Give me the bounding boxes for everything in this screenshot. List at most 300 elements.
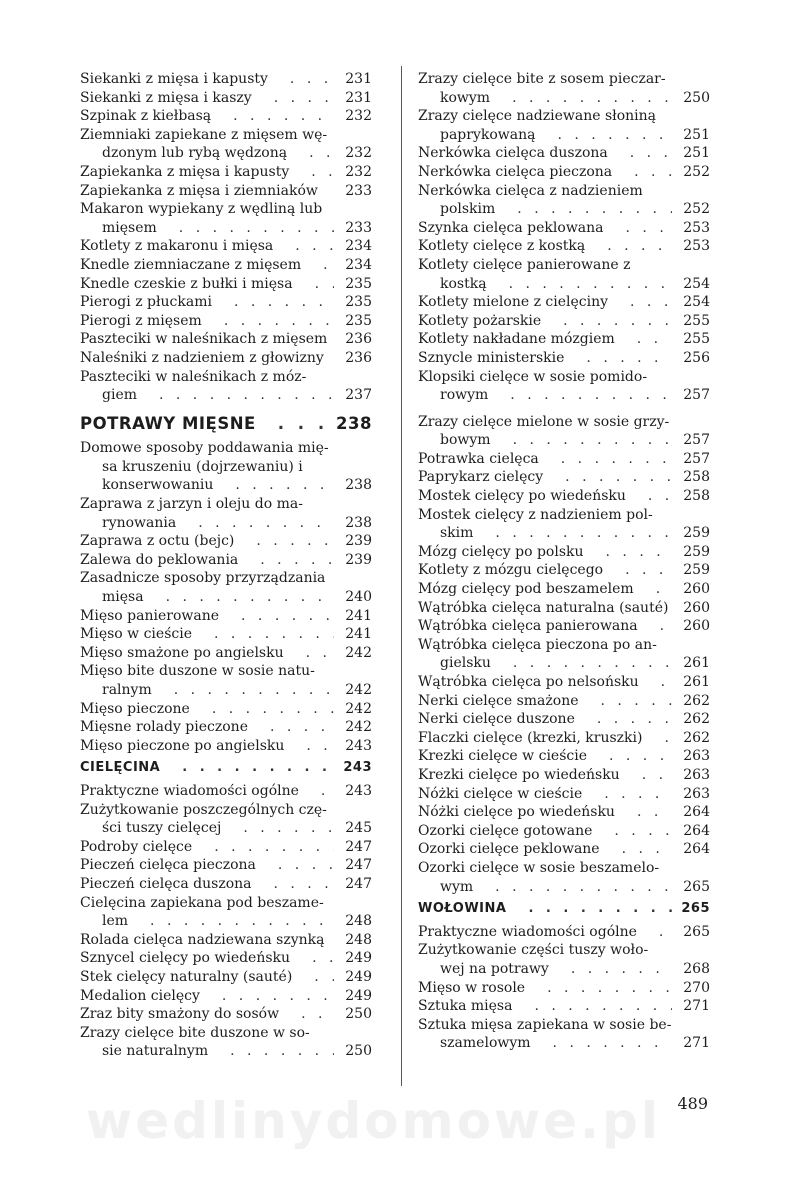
dot-leader (256, 415, 334, 434)
entry-line-text: gielsku (440, 655, 491, 672)
entry-line (418, 617, 672, 636)
dot-leader (128, 912, 334, 931)
entry-title (418, 673, 672, 692)
entry-page-number: 247 (345, 857, 372, 874)
dot-leader (637, 923, 672, 942)
entry-line (418, 673, 672, 692)
dot-leader (290, 949, 334, 968)
entry-line-text: wym (440, 878, 474, 895)
entry-line: sa kruszeniu (dojrzewaniu) i (102, 458, 303, 475)
entry-page-number: 270 (683, 979, 710, 996)
dot-leader (543, 468, 672, 487)
entry-line-text: Kotlety pożarskie (418, 312, 542, 329)
entry-title (80, 200, 334, 237)
entry-page-number: 250 (345, 1006, 372, 1023)
entry-title (418, 144, 672, 163)
entry-line (418, 561, 672, 580)
dot-leader (495, 200, 672, 219)
entry-line-text: Pieczeń cielęca duszona (80, 875, 252, 892)
entry-title (80, 875, 334, 894)
entry-line (80, 312, 334, 331)
entry-line-text: Nerkówka cielęca pieczona (418, 163, 613, 180)
toc-entry (418, 163, 710, 182)
entry-line: Sztuka mięsa zapiekana w sosie be- (418, 1016, 672, 1033)
entry-title (80, 894, 334, 931)
entry-page-number: 260 (683, 599, 710, 616)
dot-leader (638, 617, 672, 636)
dot-leader (202, 312, 334, 331)
entry-title (418, 293, 672, 312)
entry-line (80, 219, 334, 238)
entry-title (80, 532, 334, 551)
toc-entry (418, 312, 710, 331)
entry-line-text: Zalewa do peklowania (80, 551, 239, 568)
entry-line: Ziemniaki zapiekane z mięsem wę- (80, 126, 328, 143)
dot-leader (279, 1005, 334, 1024)
entry-title (80, 607, 334, 626)
entry-page-number: 263 (683, 785, 710, 802)
entry-line (80, 532, 334, 551)
dot-leader (248, 718, 334, 737)
dot-leader (473, 878, 672, 897)
toc-entry (80, 237, 372, 256)
entry-line (80, 89, 334, 108)
entry-line (80, 625, 334, 644)
entry-page-number: 259 (683, 543, 710, 560)
entry-page-number: 233 (345, 182, 372, 199)
dot-leader (473, 524, 672, 543)
entry-page-number: 248 (345, 913, 372, 930)
dot-leader (564, 349, 672, 368)
entry-line-text: Mięso w rosole (418, 979, 526, 996)
entry-page-number: 261 (683, 655, 710, 672)
toc-entry (418, 803, 710, 822)
entry-title (80, 293, 334, 312)
toc-entry (80, 644, 372, 663)
entry-title (80, 625, 334, 644)
entry-line-text: ralnym (102, 682, 152, 698)
entry-page-number: 252 (683, 163, 710, 180)
toc-entry (418, 729, 710, 748)
entry-title (80, 1005, 334, 1024)
entry-title (418, 413, 672, 450)
toc-entry (418, 561, 710, 580)
dot-leader (212, 293, 334, 312)
toc-entry (80, 968, 372, 987)
dot-leader (299, 782, 334, 801)
entry-line-text: Naleśniki z nadzieniem z głowizny (80, 349, 324, 366)
dot-leader (575, 710, 672, 729)
entry-line (418, 840, 672, 859)
toc-entry (80, 293, 372, 312)
entry-line-text: Ozorki cielęce peklowane (418, 841, 600, 858)
entry-page-number: 260 (683, 618, 710, 635)
entry-page-number: 255 (683, 312, 710, 329)
entry-page-number: 235 (345, 275, 372, 292)
toc-entry (80, 1024, 372, 1061)
entry-line-text: Siekanki z mięsa i kaszy (80, 89, 252, 106)
entry-line (80, 275, 334, 294)
entry-line (80, 70, 334, 89)
toc-entry (80, 182, 372, 201)
entry-page-number: 231 (345, 71, 372, 87)
entry-line (80, 912, 334, 931)
toc-entry (418, 710, 710, 729)
dot-leader (491, 431, 672, 450)
entry-line-text: Krezki cielęce po wiedeńsku (418, 766, 620, 783)
entry-title (80, 644, 334, 663)
entry-page-number: 265 (681, 901, 710, 917)
dot-leader (192, 838, 334, 857)
entry-line-text: Knedle ziemniaczane z mięsem (80, 256, 302, 273)
entry-line (418, 349, 672, 368)
entry-line (418, 766, 672, 785)
entry-line (80, 551, 334, 570)
dot-leader (604, 219, 672, 238)
entry-page-number: 249 (345, 950, 372, 967)
toc-entry (80, 949, 372, 968)
entry-title (80, 838, 334, 857)
entry-line-text: Mięso pieczone po angielsku (80, 737, 285, 754)
entry-line-text: rowym (440, 387, 489, 404)
entry-page-number: 263 (683, 748, 710, 765)
entry-line: Zaprawa z jarzyn i oleju do ma- (80, 496, 303, 513)
entry-line: Makaron wypiekany z wędliną lub (80, 201, 323, 218)
entry-title (418, 561, 672, 580)
entry-page-number: 265 (683, 923, 710, 940)
toc-entry (418, 840, 710, 859)
entry-title (418, 599, 672, 618)
entry-line (80, 782, 334, 801)
entry-title (80, 89, 334, 108)
toc-entry (418, 468, 710, 487)
toc-entry (418, 293, 710, 312)
entry-page-number: 243 (345, 737, 372, 754)
dot-leader (301, 256, 334, 275)
entry-title (80, 662, 334, 699)
toc-entry (418, 182, 710, 219)
entry-line: Paszteciki w naleśnikach z móz- (80, 368, 307, 385)
entry-line (418, 997, 672, 1016)
entry-line-text: Nerki cielęce smażone (418, 692, 579, 709)
entry-title (418, 312, 672, 331)
entry-line: Zrazy cielęce bite z sosem pieczar- (418, 71, 666, 87)
entry-line-text: dzonym lub rybą wędzoną (102, 145, 288, 162)
dot-leader (587, 747, 672, 766)
entry-title (80, 759, 334, 778)
toc-entry (418, 1016, 710, 1053)
entry-page-number: 251 (683, 126, 710, 143)
section-heading (80, 759, 372, 778)
entry-line-text: Nóżki cielęce w cieście (418, 785, 583, 802)
entry-title (80, 275, 334, 294)
entry-line (80, 514, 334, 533)
entry-line-text: paprykowaną (440, 126, 536, 143)
entry-page-number: 247 (345, 875, 372, 892)
dot-leader (190, 700, 334, 719)
entry-page-number: 238 (336, 413, 372, 433)
toc-entry (80, 368, 372, 405)
entry-page-number: 259 (683, 525, 710, 542)
dot-leader (256, 856, 334, 875)
entry-line-text: Wątróbka cielęca naturalna (sauté) (418, 599, 669, 616)
entry-line-text: ści tuszy cielęcej (102, 820, 222, 837)
dot-leader (490, 89, 672, 108)
entry-line (80, 107, 334, 126)
toc-entry (80, 801, 372, 838)
entry-title (80, 312, 334, 331)
entry-title (418, 237, 672, 256)
entry-line-text: Sztuka mięsa (418, 998, 513, 1015)
entry-page-number: 235 (345, 294, 372, 311)
entry-page-number: 232 (345, 163, 372, 180)
entry-page-number: 250 (683, 89, 710, 106)
toc-entry (418, 70, 710, 107)
entry-line (418, 580, 672, 599)
entry-line (418, 330, 672, 349)
entry-page-number: 242 (345, 700, 372, 717)
entry-line-text: Praktyczne wiadomości ogólne (80, 782, 299, 799)
entry-line (80, 163, 334, 182)
dot-leader (634, 580, 672, 599)
entry-line: Domowe sposoby poddawania mię- (80, 440, 329, 457)
entry-title (418, 368, 672, 405)
entry-page-number: 257 (683, 387, 710, 404)
entry-line (80, 349, 334, 368)
entry-line-text: Mięso pieczone (80, 700, 190, 717)
entry-line (418, 219, 672, 238)
entry-line: Mostek cielęcy z nadzieniem pol- (418, 506, 653, 523)
entry-line: Ozorki cielęce w sosie beszamelo- (418, 859, 660, 876)
toc-entry (418, 256, 710, 293)
entry-page-number: 242 (345, 644, 372, 661)
toc-entry (418, 941, 710, 978)
entry-page-number: 268 (683, 960, 710, 977)
entry-line (80, 607, 334, 626)
entry-line: Zużytkowanie poszczególnych czę- (80, 801, 327, 818)
entry-page-number: 253 (683, 238, 710, 255)
dot-leader (252, 875, 335, 894)
toc-entry (80, 495, 372, 532)
entry-line (80, 875, 334, 894)
entry-line (80, 856, 334, 875)
dot-leader (603, 561, 672, 580)
entry-page-number: 251 (683, 145, 710, 162)
entry-page-number: 264 (683, 822, 710, 839)
entry-line (418, 822, 672, 841)
entry-title (80, 126, 334, 163)
entry-page-number: 248 (345, 931, 372, 948)
dot-leader (615, 803, 672, 822)
entry-line (80, 237, 334, 256)
entry-title (418, 692, 672, 711)
entry-page-number: 242 (345, 719, 372, 736)
dot-leader (608, 144, 672, 163)
toc-entry (80, 107, 372, 126)
dot-leader (506, 900, 672, 919)
entry-line (418, 729, 672, 748)
entry-title (418, 70, 672, 107)
entry-title (80, 107, 334, 126)
entry-title (418, 803, 672, 822)
dot-leader (287, 144, 334, 163)
entry-page-number: 262 (683, 692, 710, 709)
toc-entry (80, 569, 372, 606)
entry-line-text: Mięso smażone po angielsku (80, 644, 284, 661)
entry-title (80, 1024, 334, 1061)
entry-line: Cielęcina zapiekana pod beszame- (80, 894, 324, 911)
entry-line-text: Flaczki cielęce (krezki, kruszki) (418, 729, 643, 746)
dot-leader (642, 729, 672, 748)
dot-leader (512, 997, 672, 1016)
entry-line: Kotlety cielęce panierowane z (418, 256, 631, 273)
entry-line-text: Szynka cielęca peklowana (418, 219, 604, 236)
dot-leader (612, 163, 672, 182)
entry-line (418, 126, 672, 145)
dot-leader (144, 588, 334, 607)
entry-title (418, 979, 672, 998)
entry-page-number: 252 (683, 201, 710, 218)
toc-entry (418, 144, 710, 163)
toc-entry (418, 822, 710, 841)
entry-line-text: Paszteciki w naleśnikach z mięsem (80, 331, 328, 348)
entry-line-text: Rolada cielęca nadziewana szynką (80, 931, 325, 948)
entry-line: Zrazy cielęce nadziewane słoniną (418, 108, 656, 125)
entry-line (418, 200, 672, 219)
entry-page-number: 259 (683, 562, 710, 579)
entry-page-number: 255 (683, 331, 710, 348)
entry-line (418, 692, 672, 711)
entry-line (418, 923, 672, 942)
entry-line-text: bowym (440, 432, 491, 449)
entry-page-number: 239 (345, 533, 372, 550)
entry-title (418, 729, 672, 748)
toc-entry (418, 785, 710, 804)
toc-entry (80, 256, 372, 275)
dot-leader (221, 819, 334, 838)
entry-page-number: 257 (683, 450, 710, 467)
entry-line (418, 785, 672, 804)
toc-entry (418, 766, 710, 785)
entry-line-text: rynowania (102, 514, 177, 531)
entry-line-text: Zaprawa z octu (bejc) (80, 533, 235, 550)
entry-page-number: 242 (345, 682, 372, 698)
entry-page-number: 234 (345, 256, 372, 273)
entry-title (418, 163, 672, 182)
entry-line-text: Wątróbka cielęca panierowana (418, 618, 638, 635)
entry-line (418, 747, 672, 766)
toc-entry (418, 237, 710, 256)
entry-line (80, 681, 334, 700)
toc-entry (80, 782, 372, 801)
entry-line-text: Szpinak z kiełbasą (80, 108, 212, 125)
entry-line-text: Sznycel cielęcy po wiedeńsku (80, 950, 291, 967)
entry-line (80, 838, 334, 857)
entry-line (418, 599, 672, 618)
entry-page-number: 257 (683, 432, 710, 449)
entry-title (80, 856, 334, 875)
toc-entry (80, 838, 372, 857)
entry-title (80, 968, 334, 987)
dot-leader (284, 644, 334, 663)
entry-line-text: Krezki cielęce w cieście (418, 748, 587, 765)
dot-leader (535, 126, 672, 145)
entry-line (418, 386, 672, 405)
toc-entry (80, 607, 372, 626)
toc-entry (418, 636, 710, 673)
dot-leader (539, 450, 672, 469)
entry-line-text: Pierogi z płuckami (80, 294, 212, 311)
entry-line-text: szamelowym (440, 1035, 531, 1052)
toc-entry (80, 931, 372, 950)
entry-line-text: Mostek cielęcy po wiedeńsku (418, 488, 626, 505)
toc-entry (418, 747, 710, 766)
entry-page-number: 238 (345, 477, 372, 494)
entry-line: Zasadnicze sposoby przyrządzania (80, 570, 326, 587)
entry-line-text: polskim (440, 201, 496, 218)
entry-page-number: 260 (683, 581, 710, 598)
page-number: 489 (677, 1094, 708, 1113)
entry-line (418, 654, 672, 673)
toc-entry (418, 543, 710, 562)
entry-title (418, 859, 672, 896)
entry-page-number: 236 (345, 349, 372, 366)
section-heading (418, 900, 710, 919)
entry-line (418, 237, 672, 256)
entry-line (418, 524, 672, 543)
toc-entry (80, 662, 372, 699)
entry-title (418, 330, 672, 349)
section-heading (80, 415, 372, 434)
entry-page-number: 258 (683, 488, 710, 505)
dot-leader (137, 386, 334, 405)
dot-leader (268, 70, 334, 89)
entry-line-text: Nóżki cielęce po wiedeńsku (418, 804, 615, 821)
toc-entry (80, 737, 372, 756)
dot-leader (639, 673, 672, 692)
entry-line-text: skim (440, 525, 474, 542)
entry-page-number: 263 (683, 766, 710, 783)
dot-leader (615, 330, 672, 349)
dot-leader (592, 822, 672, 841)
entry-page-number: 256 (683, 349, 710, 366)
entry-title (80, 551, 334, 570)
entry-title (418, 900, 672, 919)
entry-line (80, 949, 334, 968)
entry-title (418, 543, 672, 562)
dot-leader (176, 514, 334, 533)
entry-title (418, 256, 672, 293)
entry-line (418, 89, 672, 108)
entry-line (418, 468, 672, 487)
entry-line-text: konserwowaniu (102, 477, 214, 494)
entry-line (418, 900, 672, 919)
entry-title (418, 487, 672, 506)
entry-line: Wątróbka cielęca pieczona po an- (418, 636, 657, 653)
entry-page-number: 258 (683, 469, 710, 486)
toc-entry (418, 413, 710, 450)
entry-line-text: Praktyczne wiadomości ogólne (418, 923, 637, 940)
entry-line-text: Knedle czeskie z bułki i mięsa (80, 275, 293, 292)
entry-title (80, 782, 334, 801)
entry-title (80, 415, 334, 434)
toc-entry (80, 894, 372, 931)
entry-line-text: giem (102, 387, 137, 404)
toc-entry (80, 89, 372, 108)
toc-entry (80, 551, 372, 570)
entry-line (418, 144, 672, 163)
entry-line (418, 431, 672, 450)
